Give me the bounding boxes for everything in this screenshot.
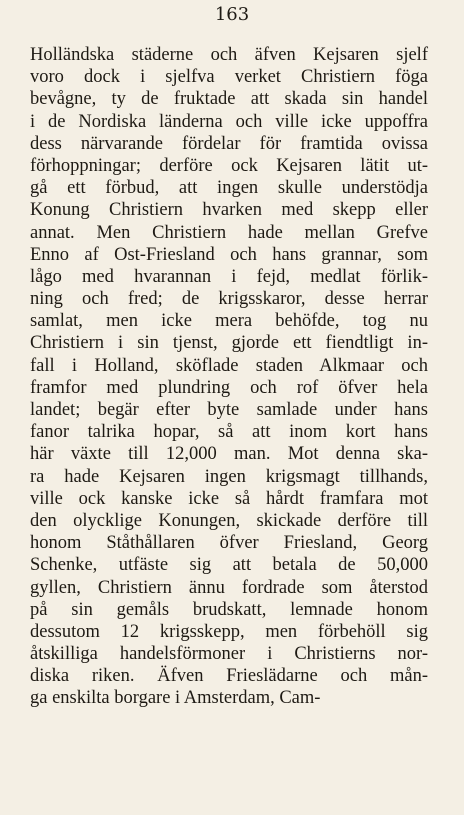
text-line: dess närvarande fördelar för framtida ovissa — [30, 133, 428, 154]
text-line: på sin gemåls brudskatt, lemnade honom — [30, 599, 428, 620]
text-line: gå ett förbud, att ingen skulle understödja — [30, 178, 428, 199]
text-line: diska riken. Äfven Frieslädarne och mån- — [30, 666, 428, 687]
text-line: Konung Christiern hvarken med skepp eller — [30, 200, 428, 221]
text-line: förhoppningar; derföre ock Kejsaren lätit ut- — [30, 155, 428, 176]
text-line: samlat, men icke mera behöfde, tog nu — [30, 311, 428, 332]
page-number: 163 — [214, 4, 250, 25]
text-line: fanor talrika hopar, så att inom kort hans — [30, 422, 428, 443]
text-line: framfor med plundring och rof öfver hela — [30, 377, 428, 398]
text-line: honom Ståthållaren öfver Friesland, Georg — [30, 533, 428, 554]
text-line: Christiern i sin tjenst, gjorde ett fiendtligt in- — [30, 333, 428, 354]
text-line: annat. Men Christiern hade mellan Grefve — [30, 222, 428, 243]
text-line: gyllen, Christiern ännu fordrade som återstod — [30, 577, 428, 598]
text-line: ra hade Kejsaren ingen krigsmagt tillhands, — [30, 466, 428, 487]
body-text — [30, 44, 428, 710]
text-line: bevågne, ty de fruktade att skada sin handel — [30, 89, 428, 110]
text-line: voro dock i sjelfva verket Christiern föga — [30, 67, 428, 88]
text-line: dessutom 12 krigsskepp, men förbehöll sig — [30, 621, 428, 642]
text-line: ville ock kanske icke så hårdt framfara mot — [30, 488, 428, 509]
text-line: här växte till 12,000 man. Mot denna ska- — [30, 444, 428, 465]
text-line: ning och fred; de krigsskaror, desse herrar — [30, 289, 428, 310]
text-line: landet; begär efter byte samlade under hans — [30, 400, 428, 420]
text-line: fall i Holland, sköflade staden Alkmaar och — [30, 355, 428, 376]
text-line: Holländska städerne och äfven Kejsaren sjelf — [30, 45, 428, 65]
text-line: lågo med hvarannan i fejd, medlat förlik- — [30, 266, 428, 287]
text-line: åtskilliga handelsförmoner i Christierns nor- — [30, 644, 428, 665]
text-line: i de Nordiska länderna och ville icke uppoffra — [30, 111, 428, 132]
text-line: Schenke, utfäste sig att betala de 50,000 — [30, 555, 428, 576]
text-line: ga enskilta borgare i Amsterdam, Cam- — [30, 688, 321, 709]
text-line: den olycklige Konungen, skickade derföre till — [30, 510, 428, 531]
text-line: Enno af Ost-Friesland och hans grannar, som — [30, 244, 428, 265]
